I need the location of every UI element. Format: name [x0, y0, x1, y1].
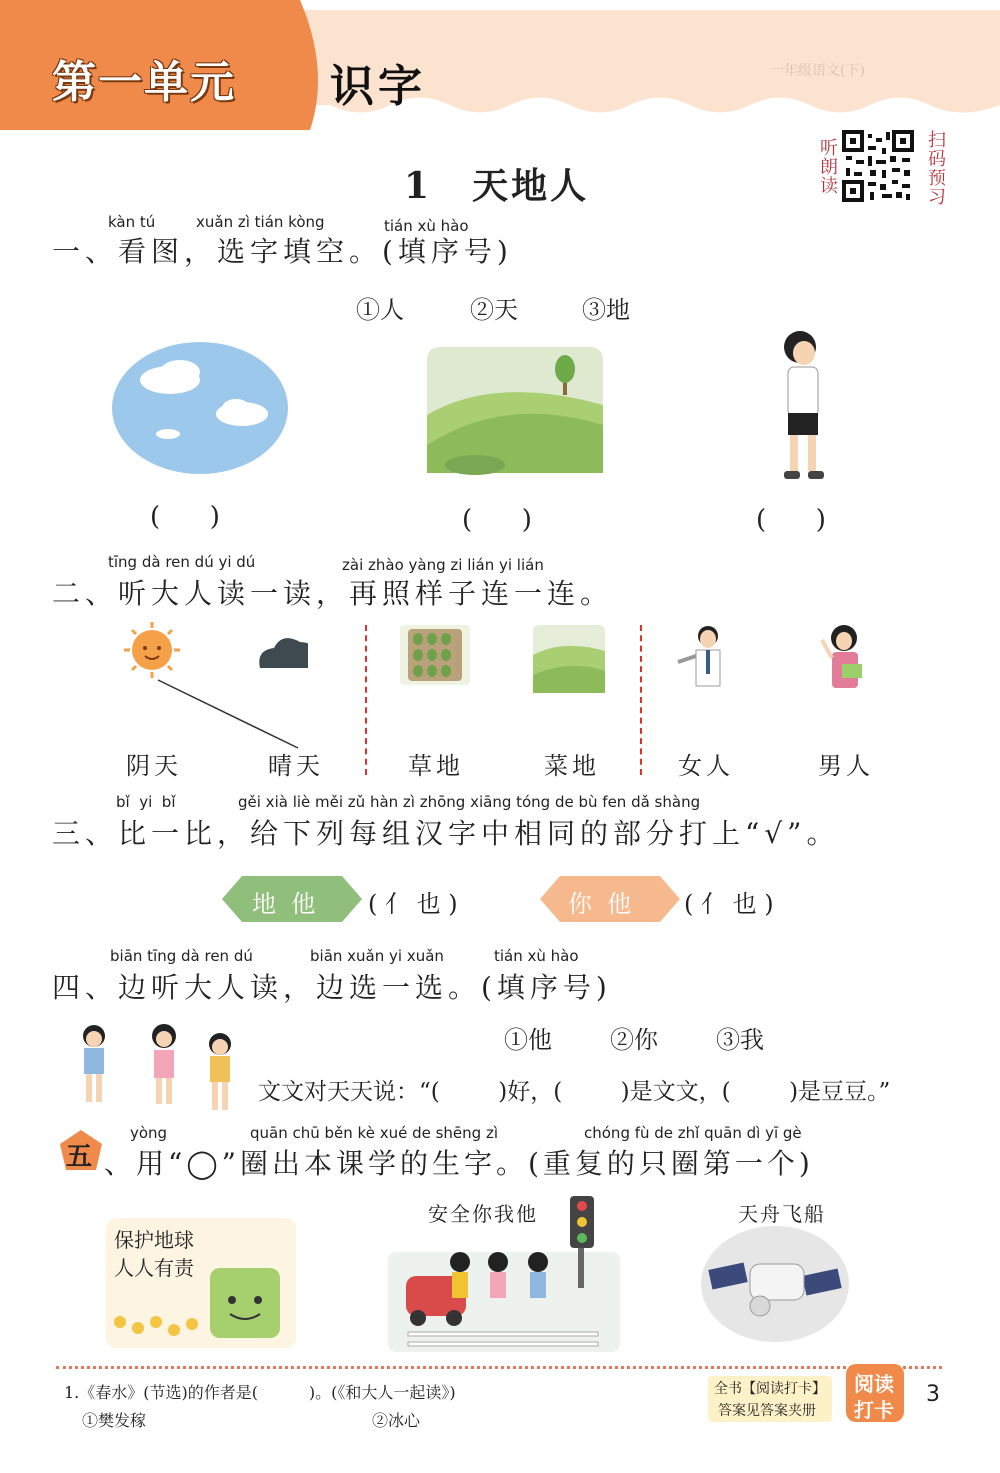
read-label-2: 打卡 — [854, 1398, 894, 1422]
grassland-picture — [533, 625, 605, 693]
q3-group1-chars: 地 他 — [252, 890, 316, 918]
q3-group2-parts[interactable]: ( 亻 也 ) — [684, 890, 774, 918]
q1-option-2: ②天 — [470, 296, 518, 324]
q3-group1-parts[interactable]: ( 亻 也 ) — [368, 890, 458, 918]
footer-note-bottom: 答案见答案夹册 — [718, 1403, 816, 1419]
person-picture — [770, 325, 840, 485]
vegetable-field-picture — [400, 625, 470, 685]
children-picture — [72, 1022, 242, 1122]
q5-badge: 五 — [66, 1142, 93, 1172]
caption-spaceship: 天舟飞船 — [738, 1202, 826, 1226]
q4-option-2: ②你 — [610, 1026, 658, 1054]
scan-preview-label: 扫码预习 — [925, 130, 946, 206]
header-faint-text: 一年级语文(下) — [770, 63, 865, 79]
q5-instruction: 、用“◯”圈出本课学的生字。(重复的只圈第一个) — [104, 1147, 814, 1180]
spaceship-picture — [700, 1224, 850, 1344]
label-man: 男人 — [818, 752, 874, 780]
man-picture — [672, 622, 732, 694]
q4-option-1: ①他 — [504, 1026, 552, 1054]
caption-safety: 安全你我他 — [428, 1202, 538, 1226]
label-vegetable-field: 菜地 — [544, 752, 600, 780]
divider-1 — [365, 625, 367, 775]
q1-pinyin-2: xuǎn zì tián kòng — [196, 213, 325, 231]
page-number: 3 — [926, 1382, 940, 1407]
read-label-1: 阅读 — [854, 1372, 894, 1396]
q4-instruction: 四、边听大人读，边选一选。(填序号) — [52, 971, 612, 1004]
q2-pinyin-2: zài zhào yàng zi lián yi lián — [342, 556, 544, 574]
label-woman: 女人 — [678, 752, 734, 780]
q1-blank-1[interactable]: ( ) — [150, 502, 220, 532]
q3-group2-chars: 你 他 — [568, 890, 632, 918]
footer-question: 1.《春水》(节选)的作者是( )。(《和大人一起读》) — [64, 1383, 456, 1402]
sky-picture — [110, 338, 290, 478]
q2-pinyin-1: tīng dà ren dú yi dú — [108, 553, 256, 571]
q2-instruction: 二、听大人读一读，再照样子连一连。 — [52, 577, 614, 610]
q2-weather-pictures — [118, 620, 308, 760]
q4-option-3: ③我 — [716, 1026, 764, 1054]
q1-option-1: ①人 — [356, 296, 404, 324]
q3-pinyin-2: gěi xià liè měi zǔ hàn zì zhōng xiāng tóng de bù fen dǎ shàng — [238, 793, 701, 811]
dark-cloud-icon — [259, 638, 308, 668]
lesson-title — [404, 158, 589, 209]
unit-subject: 识字 — [330, 61, 426, 112]
q3-instruction: 三、比一比，给下列每组汉字中相同的部分打上“√”。 — [52, 817, 840, 850]
footer-divider — [56, 1366, 942, 1369]
unit-title: 第一单元 — [52, 57, 236, 108]
ground-picture — [425, 345, 605, 475]
q5-pinyin-2: chóng fù de zhǐ quān dì yī gè — [584, 1124, 802, 1142]
qr-code-icon[interactable] — [842, 130, 914, 202]
q4-sentence[interactable]: 文文对天天说：“( )好，( )是文文，( )是豆豆。” — [258, 1079, 891, 1105]
q1-blank-3[interactable]: ( ) — [756, 505, 826, 535]
footer-choice-2[interactable]: ②冰心 — [372, 1411, 421, 1430]
footer-note-top: 全书【阅读打卡】 — [714, 1381, 826, 1397]
listen-label: 听朗读 — [817, 138, 838, 195]
q1-pinyin-3: tián xù hào — [384, 217, 469, 235]
q5-pinyin-1: quān chū běn kè xué de shēng zì — [250, 1124, 498, 1142]
q3-pinyin-1: bǐ yi bǐ — [116, 793, 176, 811]
divider-2 — [640, 625, 642, 775]
caption-protect-earth: 保护地球 人人有责 — [114, 1228, 194, 1280]
q1-blank-2[interactable]: ( ) — [462, 505, 532, 535]
woman-picture — [814, 622, 874, 694]
q1-pinyin-1: kàn tú — [108, 213, 156, 231]
label-cloudy: 阴天 — [126, 752, 182, 780]
label-grassland: 草地 — [408, 752, 464, 780]
sun-icon — [124, 622, 180, 678]
footer-choice-1[interactable]: ①樊发稼 — [82, 1411, 147, 1430]
q4-pinyin-2: biān xuǎn yi xuǎn — [310, 947, 444, 965]
q1-option-3: ③地 — [582, 296, 630, 324]
q4-pinyin-1: biān tīng dà ren dú — [110, 947, 253, 965]
label-sunny: 晴天 — [268, 752, 324, 780]
q1-instruction: 一、看图，选字填空。(填序号) — [52, 235, 513, 268]
q4-pinyin-3: tián xù hào — [494, 947, 579, 965]
lesson-name: 天地人 — [472, 165, 590, 207]
lesson-number: 1 — [404, 165, 433, 207]
q5-pinyin-yong: yòng — [130, 1124, 168, 1142]
